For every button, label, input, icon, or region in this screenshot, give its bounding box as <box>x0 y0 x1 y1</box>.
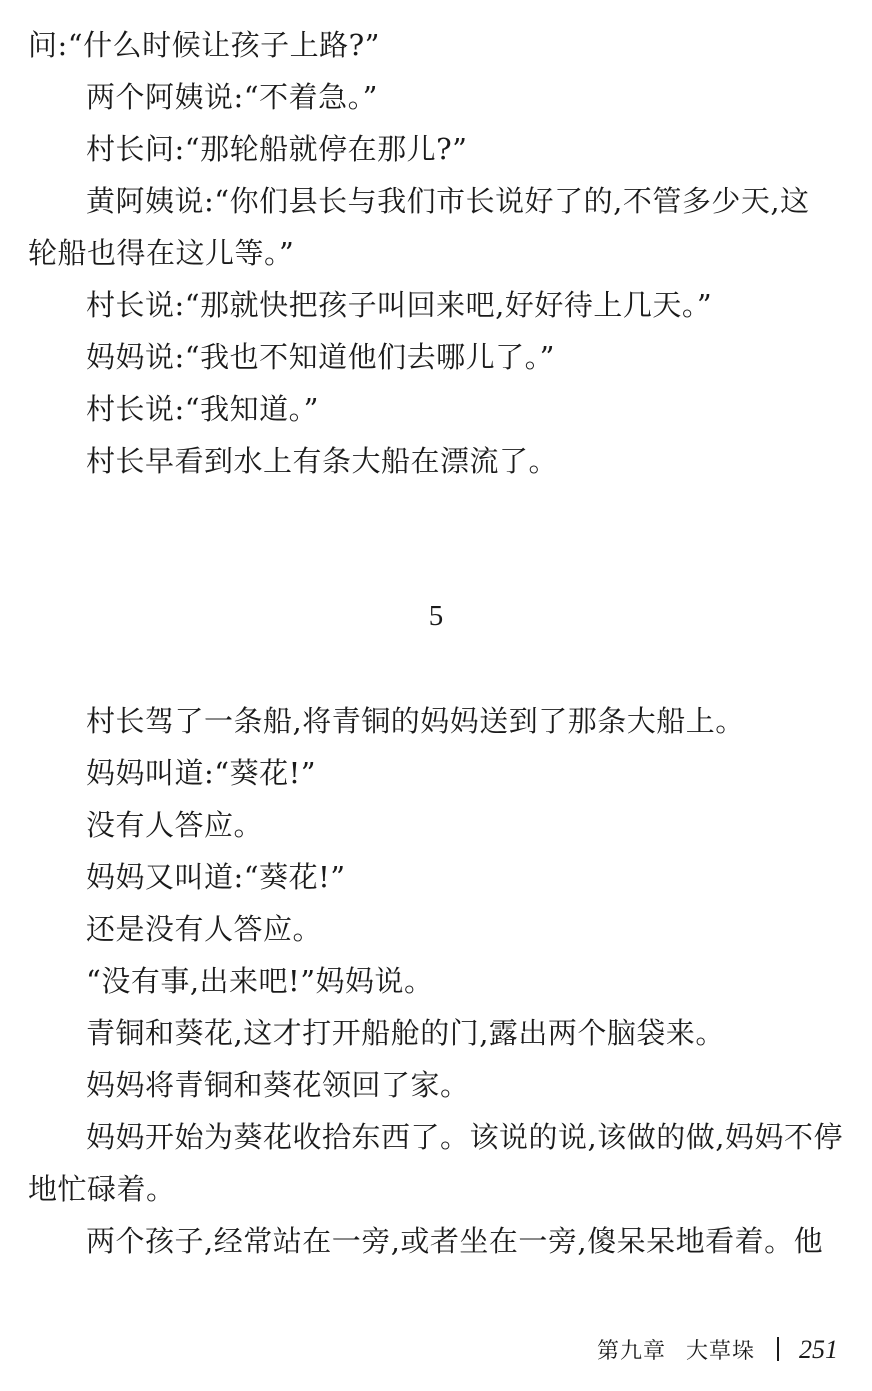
text-line: 青铜和葵花,这才打开船舱的门,露出两个脑袋来。 <box>86 1016 725 1050</box>
section-number: 5 <box>428 600 444 632</box>
page-footer <box>597 1330 838 1372</box>
text-line: 地忙碌着。 <box>28 1172 176 1206</box>
chapter-label: 第九章 <box>596 1339 666 1364</box>
text-line: 妈妈开始为葵花收拾东西了。该说的说,该做的做,妈妈不停 <box>86 1120 843 1154</box>
page-number: 251 <box>799 1335 838 1364</box>
footer-divider <box>777 1337 779 1361</box>
text-line: 村长说:“我知道。” <box>86 392 319 426</box>
text-line: 妈妈将青铜和葵花领回了家。 <box>86 1068 470 1102</box>
text-line: 妈妈叫道:“葵花!” <box>86 756 317 790</box>
text-line: 村长问:“那轮船就停在那儿?” <box>86 132 468 166</box>
text-line: 村长驾了一条船,将青铜的妈妈送到了那条大船上。 <box>86 704 745 738</box>
text-line: 两个孩子,经常站在一旁,或者坐在一旁,傻呆呆地看着。他 <box>86 1224 824 1258</box>
text-line: 村长早看到水上有条大船在漂流了。 <box>86 444 559 478</box>
text-line: 两个阿姨说:“不着急。” <box>86 80 378 114</box>
text-line: 没有人答应。 <box>86 808 264 842</box>
text-line: “没有事,出来吧!”妈妈说。 <box>86 964 434 998</box>
text-line: 问:“什么时候让孩子上路?” <box>28 28 380 62</box>
text-line: 妈妈又叫道:“葵花!” <box>86 860 346 894</box>
text-line: 轮船也得在这儿等。” <box>28 236 295 270</box>
text-line: 村长说:“那就快把孩子叫回来吧,好好待上几天。” <box>86 288 713 322</box>
text-line: 还是没有人答应。 <box>86 912 323 946</box>
text-line: 妈妈说:“我也不知道他们去哪儿了。” <box>86 340 555 374</box>
chapter-title: 大草垛 <box>685 1339 755 1364</box>
text-line: 黄阿姨说:“你们县长与我们市长说好了的,不管多少天,这 <box>86 184 810 218</box>
